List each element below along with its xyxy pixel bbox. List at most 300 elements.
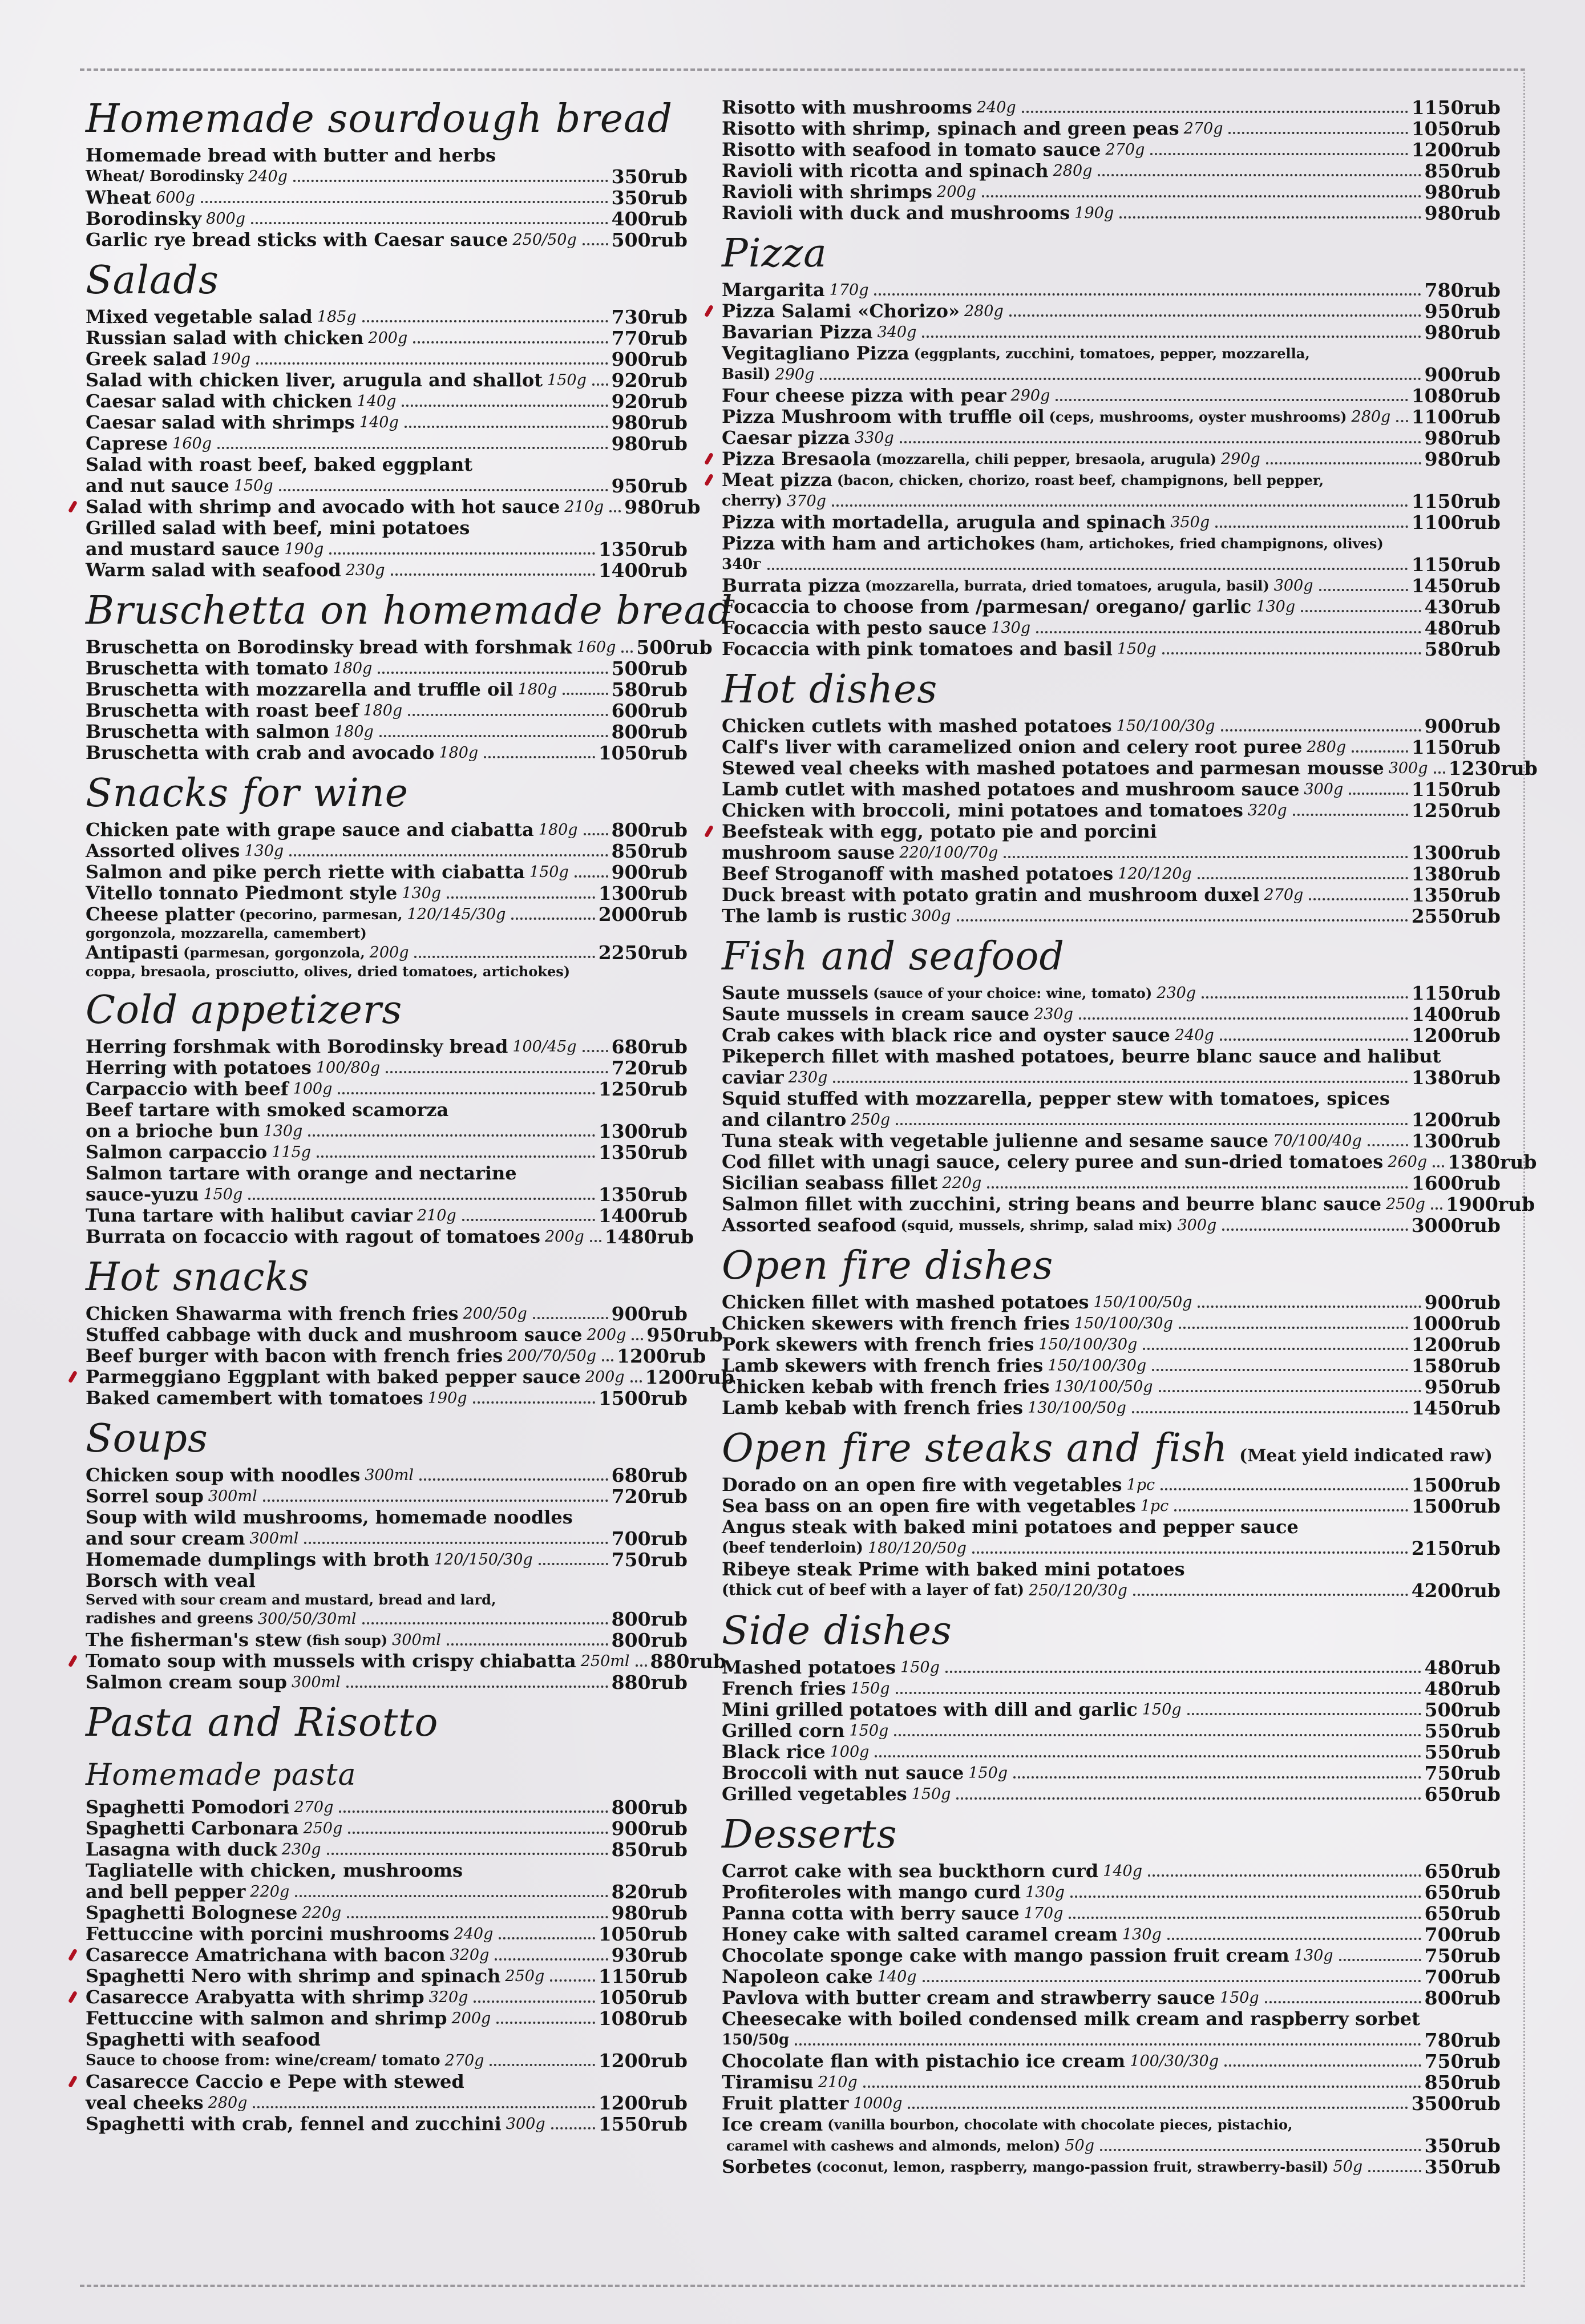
- dot-leader: [484, 756, 595, 758]
- menu-item-line: [86, 2029, 688, 2050]
- item-name: Tomato soup with mussels with crispy chiabatta: [86, 1650, 576, 1672]
- item-price: 1150rub: [1411, 553, 1501, 576]
- item-description: gorgonzola, mozzarella, camembert): [86, 925, 367, 941]
- menu-item: [722, 906, 1501, 927]
- dot-leader: [583, 1050, 608, 1052]
- item-name: Warm salad with seafood: [86, 559, 341, 581]
- item-weight: 150/100/30g: [1048, 1357, 1147, 1375]
- dot-leader: [1228, 132, 1408, 134]
- dot-leader: [1167, 1938, 1421, 1940]
- item-ingredients: (fish soup): [305, 1632, 388, 1648]
- item-weight: 130g: [1025, 1884, 1065, 1901]
- dot-leader: [1368, 1144, 1408, 1146]
- menu-item: [722, 757, 1538, 779]
- dot-leader: [386, 1071, 608, 1073]
- item-price: 720rub: [611, 1057, 688, 1079]
- menu-item: [86, 328, 688, 349]
- item-weight: 130g: [402, 884, 442, 902]
- item-price: 730rub: [611, 306, 688, 328]
- item-price: 1100rub: [1411, 406, 1501, 428]
- menu-item: [86, 1839, 688, 1860]
- menu-item: [86, 904, 688, 925]
- section-title: Snacks for wine: [86, 771, 409, 816]
- item-name: Chicken Shawarma with french fries: [86, 1303, 459, 1324]
- menu-item: [86, 1987, 688, 2008]
- item-weight: 350g: [1170, 514, 1210, 531]
- menu-item: [86, 1226, 694, 1248]
- dot-leader: [1143, 1348, 1408, 1350]
- item-name: Four cheese pizza with pear: [722, 385, 1006, 406]
- item-ingredients: (mozzarella, burrata, dried tomatoes, arugula, basil): [865, 577, 1269, 594]
- menu-item-line: [86, 1860, 688, 1881]
- menu-item: [722, 779, 1501, 800]
- dot-leader: [632, 1338, 643, 1340]
- item-price: 850rub: [611, 1838, 688, 1861]
- dot-leader: [329, 552, 595, 555]
- menu-item: [722, 1130, 1501, 1151]
- item-ingredients: (mozzarella, chili pepper, bresaola, arugula): [875, 451, 1216, 467]
- item-name: Saute mussels: [722, 982, 869, 1004]
- menu-item: [86, 1057, 688, 1078]
- item-price: 780rub: [1424, 2029, 1501, 2051]
- item-weight: 130/100/50g: [1054, 1378, 1153, 1396]
- dot-leader: [1132, 1411, 1408, 1413]
- item-name: veal cheeks: [86, 2092, 204, 2113]
- dot-leader: [289, 854, 608, 856]
- item-name: Sorbetes: [722, 2156, 812, 2177]
- item-name: Pavlova with butter cream and strawberry sauce: [722, 1987, 1215, 2008]
- section-gap: [722, 927, 1501, 935]
- menu-item: [86, 1818, 688, 1839]
- item-weight: 200g: [585, 1368, 625, 1386]
- item-weight: 210g: [818, 2074, 858, 2091]
- menu-item: [722, 1193, 1535, 1215]
- dot-leader: [1119, 216, 1421, 219]
- dot-leader: [636, 1664, 647, 1667]
- item-name: Bruschetta with tomato: [86, 657, 329, 679]
- section-title: Open fire steaks and fish (Meat yield indicated raw): [722, 1426, 1493, 1471]
- section-title: Fish and seafood: [722, 934, 1065, 979]
- dot-leader: [563, 693, 608, 695]
- item-name: 340г: [722, 556, 762, 573]
- item-name: Profiteroles with mango curd: [722, 1881, 1021, 1903]
- dot-leader: [1179, 1327, 1408, 1329]
- menu-item: [86, 679, 688, 700]
- menu-item: [722, 617, 1501, 638]
- dot-leader: [1098, 174, 1421, 176]
- item-price: 1350rub: [1411, 884, 1501, 906]
- item-name: Sorrel soup: [86, 1485, 204, 1507]
- item-price: 900rub: [611, 348, 688, 370]
- dot-leader: [402, 405, 608, 407]
- item-weight: 150g: [1117, 640, 1157, 658]
- item-price: 800rub: [611, 819, 688, 841]
- item-weight: 130g: [1256, 598, 1296, 616]
- item-name: Risotto with shrimp, spinach and green peas: [722, 118, 1179, 139]
- item-weight: 130/100/50g: [1027, 1399, 1126, 1417]
- item-price: 1080rub: [1411, 385, 1501, 407]
- item-price: 350rub: [611, 165, 688, 188]
- dot-leader: [1309, 898, 1408, 900]
- item-price: 1380rub: [1411, 1066, 1501, 1089]
- item-weight: 130g: [1293, 1947, 1333, 1965]
- dot-leader: [1349, 793, 1408, 795]
- menu-item: [722, 2072, 1501, 2093]
- item-name: Napoleon cake: [722, 1966, 873, 1987]
- item-weight: 320g: [1247, 802, 1287, 819]
- item-name: Pikeperch fillet with mashed potatoes, beurre blanc sauce and halibut: [722, 1045, 1441, 1067]
- item-price: 500rub: [636, 636, 713, 658]
- item-price: 750rub: [1424, 1945, 1501, 1967]
- section-gap: [86, 980, 688, 988]
- dot-leader: [1152, 1369, 1408, 1371]
- item-price: 1200rub: [598, 2092, 688, 2114]
- item-price: 1080rub: [598, 2007, 688, 2030]
- menu-item: [722, 1292, 1501, 1313]
- item-price: 1580rub: [1411, 1355, 1501, 1377]
- item-weight: 250g: [303, 1820, 343, 1837]
- item-price: 650rub: [1424, 1881, 1501, 1903]
- section-title: Salads: [86, 258, 219, 303]
- item-name: Mixed vegetable salad: [86, 306, 313, 328]
- dot-leader: [263, 1500, 608, 1502]
- menu-item-line: [86, 1507, 688, 1528]
- item-weight: 300g: [1388, 759, 1428, 777]
- item-weight: 150g: [1142, 1701, 1182, 1719]
- menu-item-line: [722, 1517, 1501, 1538]
- item-weight: 150g: [203, 1186, 243, 1203]
- item-name: Grilled corn: [722, 1720, 845, 1741]
- dot-leader: [348, 1832, 608, 1834]
- item-price: 750rub: [1424, 2050, 1501, 2072]
- item-name: Chocolate flan with pistachio ice cream: [722, 2050, 1126, 2072]
- item-weight: 270g: [444, 2052, 484, 2070]
- item-weight: 270g: [1105, 141, 1145, 159]
- item-name: Greek salad: [86, 348, 207, 370]
- menu-item: [86, 1528, 688, 1549]
- menu-item: [722, 1861, 1501, 1882]
- item-name: Ravioli with ricotta and spinach: [722, 160, 1049, 181]
- menu-item-line: [722, 533, 1501, 554]
- menu-column-right: [722, 96, 1538, 2185]
- menu-item: [722, 1215, 1501, 1236]
- menu-item: [722, 1699, 1501, 1720]
- menu-item: [722, 203, 1501, 224]
- item-price: 1400rub: [1411, 1003, 1501, 1025]
- item-price: 980rub: [1424, 202, 1501, 224]
- dot-leader: [592, 383, 608, 386]
- item-weight: 280g: [1053, 162, 1093, 180]
- dot-leader: [584, 833, 608, 835]
- menu-item: [722, 554, 1501, 575]
- dot-leader: [248, 1198, 595, 1200]
- item-weight: 240g: [976, 99, 1016, 116]
- dot-leader: [1070, 1895, 1421, 1898]
- item-weight: 220g: [302, 1904, 342, 1922]
- dot-leader: [1352, 750, 1408, 753]
- item-weight: 260g: [1388, 1153, 1428, 1171]
- dot-leader: [1100, 2149, 1421, 2151]
- menu-item: [86, 700, 688, 721]
- item-name: Bruschetta with crab and avocado: [86, 742, 435, 763]
- section-title: Side dishes: [722, 1608, 952, 1654]
- item-name: Baked camembert with tomatoes: [86, 1387, 423, 1409]
- dot-leader: [1202, 996, 1408, 999]
- item-price: 720rub: [611, 1485, 688, 1507]
- item-name: Honey cake with salted caramel cream: [722, 1923, 1118, 1945]
- menu-item: [722, 884, 1501, 906]
- item-price: 1350rub: [598, 1141, 688, 1163]
- item-weight: 200g: [368, 329, 408, 347]
- item-weight: 150g: [529, 863, 569, 881]
- item-price: 350rub: [611, 187, 688, 209]
- dot-leader: [217, 447, 608, 449]
- item-name: Pork skewers with french fries: [722, 1333, 1034, 1355]
- item-name: Bruschetta on Borodinsky bread with forshmak: [86, 636, 572, 658]
- item-weight: 185g: [317, 308, 357, 326]
- item-name: Pizza Bresaola: [722, 448, 871, 470]
- item-name: Cod fillet with unagi sauce, celery puree and sun-dried tomatoes: [722, 1151, 1384, 1173]
- menu-item: [722, 596, 1501, 617]
- item-weight: 230g: [345, 561, 385, 579]
- dot-leader: [1339, 1959, 1421, 1961]
- item-weight: 320g: [450, 1946, 490, 1964]
- item-weight: 140g: [877, 1968, 917, 1986]
- menu-item-line: [86, 1163, 688, 1184]
- item-price: 1480rub: [604, 1226, 694, 1248]
- item-price: 1500rub: [1411, 1495, 1501, 1517]
- item-name: Bruschetta with roast beef: [86, 700, 359, 721]
- item-name: Bruschetta with salmon: [86, 721, 330, 742]
- dot-leader: [1198, 1306, 1421, 1308]
- item-ingredients: (coconut, lemon, raspberry, mango-passion fruit, strawberry-basil): [816, 2159, 1329, 2175]
- item-price: 1500rub: [1411, 1474, 1501, 1496]
- dot-leader: [1022, 111, 1408, 113]
- menu-item: [722, 1784, 1501, 1805]
- item-name: Burrata on focaccio with ragout of tomatoes: [86, 1226, 540, 1247]
- item-name: Stewed veal cheeks with mashed potatoes and parmesan mousse: [722, 757, 1384, 779]
- item-price: 900rub: [1424, 1291, 1501, 1313]
- item-price: 1150rub: [1411, 778, 1501, 801]
- menu-item-line: [722, 2114, 1501, 2135]
- item-weight: 300g: [1273, 577, 1313, 595]
- item-weight: 220g: [942, 1174, 982, 1192]
- item-price: 1450rub: [1411, 1397, 1501, 1419]
- item-name: Parmeggiano Eggplant with baked pepper sauce: [86, 1366, 581, 1388]
- item-price: 550rub: [1424, 1720, 1501, 1742]
- item-price: 1050rub: [598, 1986, 688, 2008]
- menu-item-line: [722, 1559, 1501, 1580]
- item-name: Mini grilled potatoes with dill and garlic: [722, 1699, 1138, 1720]
- dot-leader: [820, 378, 1421, 380]
- item-weight: 180g: [538, 821, 578, 839]
- item-name: mushroom sause: [722, 842, 895, 863]
- menu-item: [722, 575, 1501, 596]
- dot-leader: [347, 1916, 608, 1918]
- item-weight: 180g: [439, 744, 479, 762]
- item-price: 580rub: [1424, 638, 1501, 660]
- menu-item: [86, 721, 688, 742]
- item-name: Spaghetti with crab, fennel and zucchini: [86, 2113, 502, 2135]
- item-weight: 300ml: [292, 1674, 341, 1691]
- dot-leader: [874, 293, 1421, 296]
- dot-leader: [511, 918, 595, 920]
- menu-item: [722, 716, 1501, 737]
- menu-item: [86, 862, 688, 883]
- item-name: Caprese: [86, 433, 168, 454]
- menu-item-line: [722, 1088, 1501, 1109]
- dot-leader: [922, 336, 1421, 338]
- item-price: 700rub: [1424, 1923, 1501, 1946]
- menu-item: [86, 1650, 726, 1672]
- item-name: Bruschetta with mozzarella and truffle oil: [86, 678, 513, 700]
- item-name: Cheesecake with boiled condensed milk cream and raspberry sorbet: [722, 2008, 1420, 2030]
- item-weight: 50g: [1333, 2158, 1363, 2176]
- item-name: Pizza Mushroom with truffle oil: [722, 406, 1045, 427]
- menu-item: [86, 208, 688, 229]
- item-name: Salmon carpaccio: [86, 1141, 268, 1163]
- item-name: French fries: [722, 1678, 846, 1699]
- item-name: Tuna tartare with halibut caviar: [86, 1205, 413, 1226]
- item-name: Beef tartare with smoked scamorza: [86, 1099, 449, 1121]
- item-description: Served with sour cream and mustard, bread and lard,: [86, 1591, 496, 1608]
- section-title: Bruschetta on homemade bread: [86, 588, 733, 633]
- item-price: 350rub: [1424, 2156, 1501, 2178]
- menu-item: [722, 1763, 1501, 1784]
- item-price: 900rub: [611, 1817, 688, 1840]
- item-price: 1200rub: [645, 1366, 734, 1388]
- item-price: 950rub: [1424, 1376, 1501, 1398]
- item-name: radishes and greens: [86, 1610, 253, 1627]
- menu-item-line: [86, 2071, 688, 2092]
- dot-leader: [419, 1478, 608, 1481]
- item-weight: 140g: [1103, 1862, 1142, 1880]
- item-weight: 130g: [991, 619, 1031, 637]
- section-gap: [722, 660, 1501, 668]
- item-weight: 200g: [451, 2010, 491, 2027]
- item-price: 1900rub: [1445, 1193, 1535, 1215]
- menu-item-line: [86, 1100, 688, 1121]
- item-name: Chocolate sponge cake with mango passion fruit cream: [722, 1945, 1289, 1966]
- item-weight: 300ml: [392, 1631, 441, 1649]
- item-weight: 200g: [937, 183, 976, 201]
- menu-item: [722, 1903, 1501, 1924]
- dot-leader: [379, 735, 608, 737]
- menu-item: [86, 1184, 688, 1205]
- menu-item: [722, 1720, 1501, 1741]
- menu-item: [722, 448, 1501, 470]
- item-weight: 150g: [1219, 1989, 1259, 2007]
- item-weight: 190g: [1074, 204, 1114, 222]
- item-price: 1550rub: [598, 2113, 688, 2135]
- item-price: 1300rub: [1411, 842, 1501, 864]
- dot-leader: [1198, 877, 1408, 879]
- item-name: Lamb skewers with french fries: [722, 1355, 1044, 1376]
- item-price: 980rub: [611, 411, 688, 434]
- section-gap: [722, 1805, 1501, 1813]
- menu-item: [722, 863, 1501, 884]
- item-name: Chicken soup with noodles: [86, 1464, 361, 1486]
- dot-leader: [495, 1958, 608, 1961]
- menu-item: [86, 2008, 688, 2029]
- item-name: Russian salad with chicken: [86, 327, 364, 349]
- item-name: Tiramisu: [722, 2071, 814, 2093]
- item-price: 650rub: [1424, 1902, 1501, 1925]
- dot-leader: [1434, 771, 1445, 774]
- dot-leader: [1036, 631, 1421, 633]
- menu-item: [722, 1741, 1501, 1763]
- item-weight: 230g: [1157, 984, 1196, 1002]
- item-weight: 270g: [1183, 120, 1223, 138]
- menu-item: [722, 1496, 1501, 1517]
- dot-leader: [1215, 526, 1408, 528]
- dot-leader: [1301, 610, 1421, 612]
- dot-leader: [590, 1240, 601, 1242]
- item-name: Meat pizza: [722, 469, 833, 491]
- menu-item: [86, 1465, 688, 1486]
- section-gap: [86, 1749, 688, 1757]
- item-weight: 190g: [427, 1389, 467, 1407]
- item-name: Grilled vegetables: [722, 1783, 907, 1805]
- item-name: Homemade bread with butter and herbs: [86, 144, 496, 166]
- item-weight: 300g: [911, 907, 951, 925]
- item-price: 1380rub: [1411, 863, 1501, 885]
- item-price: 980rub: [1424, 181, 1501, 203]
- item-name: Pizza with mortadella, arugula and spinach: [722, 511, 1166, 533]
- item-weight: 200g: [369, 944, 409, 961]
- section-gap: [722, 2177, 1501, 2185]
- item-weight: 290g: [775, 366, 815, 383]
- dot-leader: [533, 1317, 608, 1319]
- section-gap: [86, 1247, 688, 1255]
- menu-item: [86, 1902, 688, 1923]
- dot-leader: [1009, 314, 1421, 317]
- item-price: 1380rub: [1447, 1151, 1537, 1173]
- item-price: 550rub: [1424, 1741, 1501, 1763]
- item-weight: 200g: [544, 1228, 584, 1246]
- dot-leader: [473, 1401, 595, 1404]
- menu-item: [86, 1923, 688, 1945]
- menu-item: [86, 1345, 706, 1367]
- item-name: Focaccia with pink tomatoes and basil: [722, 638, 1113, 660]
- dot-leader: [1013, 1776, 1421, 1779]
- item-weight: 1000g: [853, 2095, 903, 2112]
- item-price: 800rub: [611, 721, 688, 743]
- section-title: Desserts: [722, 1812, 897, 1857]
- menu-item: [86, 942, 688, 963]
- menu-item: [86, 1036, 688, 1057]
- item-name: cherry): [722, 492, 783, 510]
- item-name: Spaghetti Pomodori: [86, 1796, 290, 1818]
- menu-item: [722, 2093, 1501, 2114]
- item-price: 1150rub: [1411, 982, 1501, 1004]
- item-price: 1200rub: [1411, 1333, 1501, 1356]
- menu-item: [722, 301, 1501, 322]
- item-price: 850rub: [1424, 2071, 1501, 2093]
- item-name: Mashed potatoes: [722, 1656, 896, 1678]
- item-price: 500rub: [611, 229, 688, 251]
- item-name: and bell pepper: [86, 1881, 246, 1902]
- item-name: Grilled salad with beef, mini potatoes: [86, 517, 470, 539]
- item-name: Casarecce Arabyatta with shrimp: [86, 1986, 424, 2008]
- menu-item: [86, 1549, 688, 1570]
- menu-item-line: [722, 821, 1501, 842]
- item-name: Salad with chicken liver, arugula and shallot: [86, 369, 543, 391]
- menu-item: [86, 658, 688, 679]
- item-price: 1600rub: [1411, 1172, 1501, 1194]
- dot-leader: [474, 2000, 595, 2003]
- menu-item: [722, 2156, 1501, 2177]
